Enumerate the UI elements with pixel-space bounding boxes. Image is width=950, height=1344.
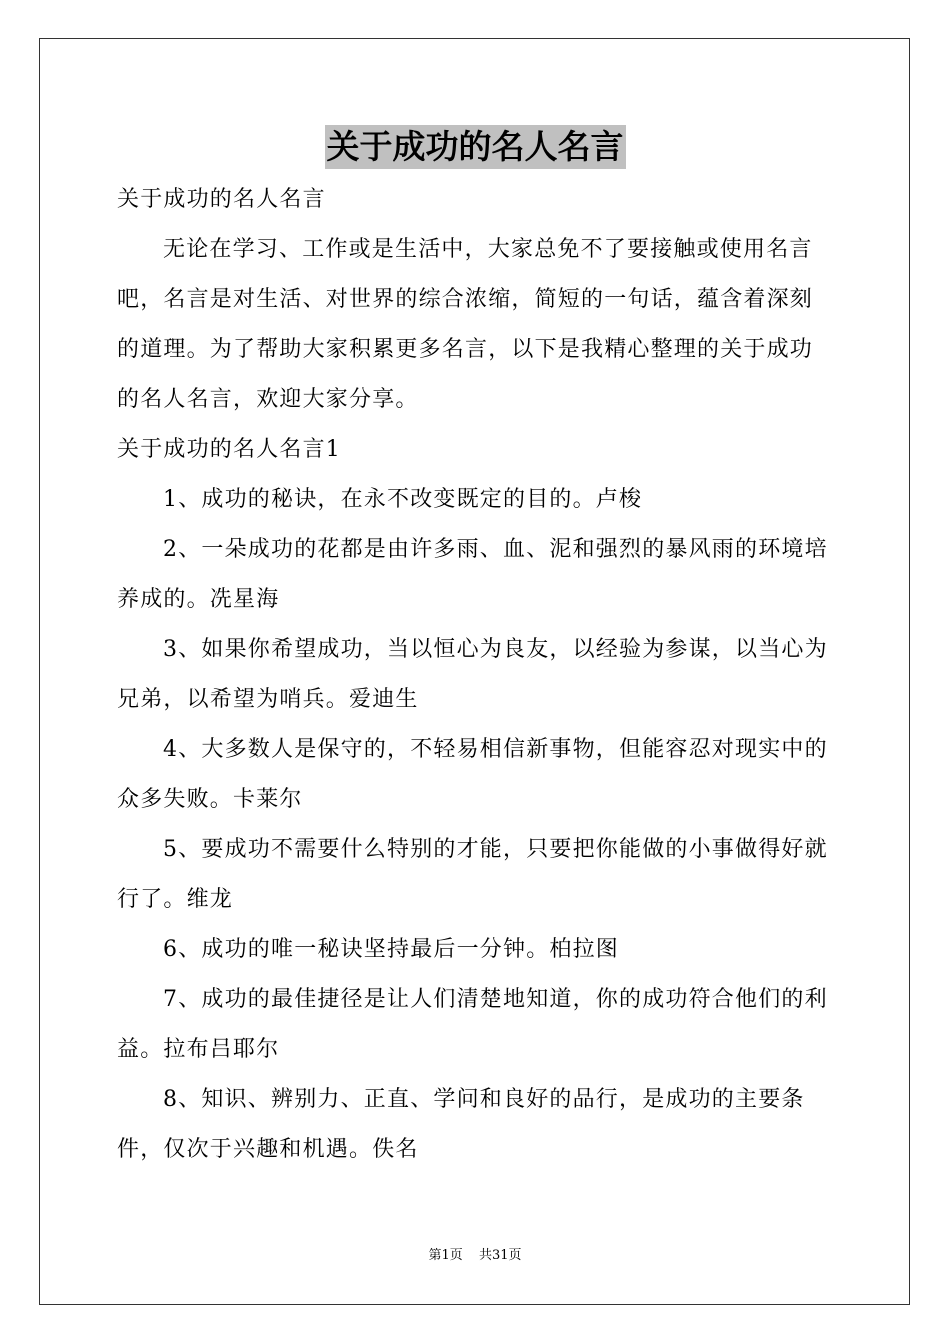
title-container: [0, 125, 950, 169]
page-footer: [0, 1248, 950, 1264]
quote-item: 6、成功的唯一秘诀坚持最后一分钟。柏拉图: [163, 937, 619, 962]
quote-item: 1、成功的秘诀，在永不改变既定的目的。卢梭: [163, 487, 643, 512]
document-subtitle: 关于成功的名人名言: [117, 187, 326, 212]
quote-item: 2、一朵成功的花都是由许多雨、血、泥和强烈的暴风雨的环境培养成的。冼星海: [117, 537, 828, 612]
intro-paragraph: 无论在学习、工作或是生活中，大家总免不了要接触或使用名言吧，名言是对生活、对世界的综合浓缩，简短的一句话，蕴含着深刻的道理。为了帮助大家积累更多名言，以下是我精心整理的关于成功的名人名言，欢迎大家分享。: [117, 237, 814, 412]
page-total: 共31页: [478, 1248, 522, 1263]
document-body: [117, 175, 835, 1175]
quote-item: 3、如果你希望成功，当以恒心为良友，以经验为参谋，以当心为兄弟，以希望为哨兵。爱迪生: [117, 637, 828, 712]
quote-item: 5、要成功不需要什么特别的才能，只要把你能做的小事做得好就行了。维龙: [117, 837, 828, 912]
page-number: 第1页: [428, 1248, 463, 1263]
document-title: 关于成功的名人名言: [325, 125, 626, 169]
quote-item: 8、知识、辨别力、正直、学问和良好的品行，是成功的主要条件，仅次于兴趣和机遇。佚名: [117, 1087, 805, 1162]
quote-item: 4、大多数人是保守的，不轻易相信新事物，但能容忍对现实中的众多失败。卡莱尔: [117, 737, 828, 812]
section-heading: 关于成功的名人名言1: [117, 437, 341, 462]
quote-item: 7、成功的最佳捷径是让人们清楚地知道，你的成功符合他们的利益。拉布吕耶尔: [117, 987, 828, 1062]
